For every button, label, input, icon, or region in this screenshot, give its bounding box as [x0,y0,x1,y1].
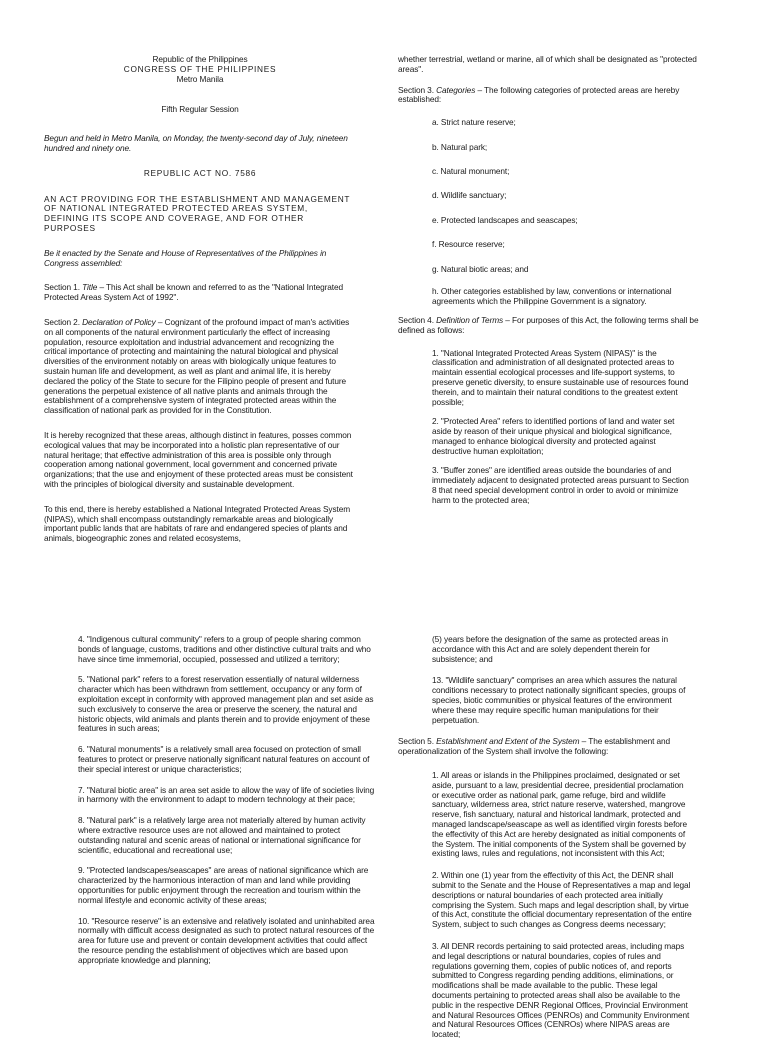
definition-item: 5. "National park" refers to a forest reservation essentially of natural wilderness character which has been withdrawn from settlement, occupancy or any form of exploitation except in conformity with approved management plan and set aside as such exclusively to conserve the area or preserve the scenery, the natural and historic objects, wild animals and plants therein and to provide enjoyment of these features in such areas; [78,674,374,734]
to-this-end-paragraph: To this end, there is hereby established a National Integrated Protected Areas System (NIPAS), which shall encompass outstandingly remarkable areas and biologically important public lands that are habitats of rare and endangered species of plants and animals, biogeographic zones and related ecosystems, [44,503,351,544]
act-number: REPUBLIC ACT NO. 7586 [143,167,257,178]
definition-item: 4. "Indigenous cultural community" refers to a group of people sharing common bonds of language, customs, traditions and other distinctive cultural traits and who have since time immemorial, occupied, possessed and utilized a territory; [78,634,371,664]
definition-item: 2. "Protected Area" refers to identified portions of land and water set aside by reason of their unique physical and biological significance, managed to enhance biological diversity and protected against destructive human exploitation; [432,416,675,456]
section-2-heading: Declaration of Policy [82,316,156,327]
section-4-label: Section 4. [398,314,434,325]
section-1-heading: Title [82,282,98,293]
enacting-text: Be it enacted by the Senate and House of Representatives of the Philippines in Congress assembled: [44,247,327,268]
section-5-heading: Establishment and Extent of the System [436,736,580,747]
category-item: d. Wildlife sanctuary; [432,190,507,201]
section-2-label: Section 2. [44,316,80,327]
section-5-label: Section 5. [398,736,434,747]
system-item: 2. Within one (1) year from the effectivity of this Act, the DENR shall submit to the Senate and the House of Representatives a map and legal descriptions or natural boundaries of each protected area initially comprising the System. Such maps and legal description shall, by virtue of this Act, constitute the official documentary representation of the entire System, subject to such changes as Congress deems necessary; [432,870,692,930]
recognized-paragraph: It is hereby recognized that these areas, although distinct in features, posses common ecological values that may be incorporated into a holistic plan representative of our natural heritage; that effective administration of this area is possible only through cooperation among national government, local government and concerned private organizations; that the use and enjoyment of these protected areas must be consistent with the principles of biological diversity and sustainable development. [44,429,353,489]
section-2-text: – Cognizant of the profound impact of man's activities on all components of the natural environment particularly the effect of increasing population, resource exploitation and industrial advancement and recognizing the critical importance of protecting and maintaining the natural biological and physical diversities of the environment notably on areas with biologically unique features to sustain human life and development, as well as plant and animal life, it is hereby declared the policy of the State to secure for the Filipino people of present and future generations the perpetual existence of all native plants and animals through the establishment of a comprehensive system of integrated protected areas within the classification of national park as provided for in the Constitution. [44,316,350,416]
section-5-text: – The establishment and operationalization of the System shall involve the following: [398,736,671,757]
section-5 [398,737,710,757]
section-3-label: Section 3. [398,84,434,95]
category-item: h. Other categories established by law, conventions or international agreements which the Philippine Government is a signatory. [432,286,672,307]
continuation-paragraph: (5) years before the designation of the same as protected areas in accordance with this Act and are solely dependent therein for subsistence; and [432,634,668,664]
enacting-clause [44,249,356,269]
section-3-text: – The following categories of protected areas are hereby established: [398,84,680,105]
section-3 [398,86,710,106]
category-item: e. Protected landscapes and seascapes; [432,214,578,225]
section-3-heading: Categories [436,84,476,95]
section-1-text: – This Act shall be known and referred to as the "National Integrated Protected Areas System Act of 1992". [44,282,344,303]
category-item: f. Resource reserve; [432,239,505,250]
definition-item: 3. "Buffer zones" are identified areas outside the boundaries of and immediately adjacent to designated protected areas pursuant to Section 8 that need special development control in order to avoid or minimize harm to the protected area; [432,465,689,505]
begun-text: Begun and held in Metro Manila, on Monday, the twenty-second day of July, nineteen hundred and ninety one. [44,133,348,153]
section-1-label: Section 1. [44,282,80,293]
category-item: b. Natural park; [432,141,488,152]
section-4 [398,316,710,336]
page2-right-column [398,635,710,1051]
definition-item: 8. "Natural park" is a relatively large area not materially altered by human activity where extractive resource uses are not allowed and maintained to protect outstanding natural and scenic areas of national or international significance for scientific, educational and recreational use; [78,815,366,855]
section-4-heading: Definition of Terms [436,314,504,325]
system-item: 1. All areas or islands in the Philippines proclaimed, designated or set aside, pursuant to a law, presidential decree, presidential proclamation or executive order as national park, game refuge, bird and wildlife sanctuary, wilderness area, strict nature reserve, watershed, mangrove reserve, fish sanctuary, natural and historical landmark, protected and managed landscape/seascape as well as identified virgin forests before the effectivity of this Act are hereby designated as initial components of the System. The initial components of the System shall be governed by existing laws, rules and regulations, not inconsistent with this Act; [432,769,687,859]
continuation-paragraph: whether terrestrial, wetland or marine, all of which shall be designated as "protected areas". [398,54,697,74]
header-congress: CONGRESS OF THE PHILIPPINES [123,63,277,74]
begun-paragraph [44,134,356,154]
definition-item: 6. "Natural monuments" is a relatively small area focused on protection of small features to protect or preserve nationally significant natural features on account of their special interest or unique characteristics; [78,744,370,774]
category-item: a. Strict nature reserve; [432,117,516,128]
session-title: Fifth Regular Session [161,104,239,115]
system-item: 3. All DENR records pertaining to said protected areas, including maps and legal descriptions or natural boundaries, copies of rules and regulations governing them, copies of public notices of, and reports submitted to Congress regarding pending additions, eliminations, or modifications shall be made available to the public. These legal documents pertaining to protected areas shall also be available to the public in the respective DENR Regional Offices, Provincial Environment and Natural Resources Offices (PENROs) and Community Environment and Natural Resources Offices (CENROs) where NIPAS areas are located; [432,940,690,1040]
definition-item: 7. "Natural biotic area" is an area set aside to allow the way of life of societies living in harmony with the environment to adapt to modern technology at their pace; [78,784,375,805]
section-4-text: – For purposes of this Act, the following terms shall be defined as follows: [398,314,699,335]
definition-item: 9. "Protected landscapes/seascapes" are areas of national significance which are characterized by the harmonious interaction of man and land while providing opportunities for public enjoyment through the recreation and tourism within the normal lifestyle and economic activity of these areas; [78,865,369,905]
header-republic: Republic of the Philippines [152,54,248,64]
page2-left-column [78,635,378,977]
header-location: Metro Manila [176,73,224,84]
definition-item: 13. "Wildlife sanctuary" comprises an area which assures the natural conditions necessary to protect nationally significant species, groups of species, biotic communities or physical features of the environment where these may require specific human manipulations for their perpetuation. [432,675,686,725]
page1-right-column [398,55,710,517]
act-title: AN ACT PROVIDING FOR THE ESTABLISHMENT AND MANAGEMENT OF NATIONAL INTEGRATED PROTECTED AREAS SYSTEM, DEFINING ITS SCOPE AND COVERAGE, AND FOR OTHER PURPOSES [44,193,351,233]
section-2 [44,318,356,416]
definition-item: 1. "National Integrated Protected Areas System (NIPAS)" is the classification and administration of all designated protected areas to maintain essential ecological processes and life-support systems, to preserve genetic diversity, to ensure sustainable use of resources found therein, and to maintain their natural conditions to the greatest extent possible; [432,347,689,407]
definition-item: 10. "Resource reserve" is an extensive and relatively isolated and uninhabited area normally with difficult access designated as such to protect natural resources of the area for future use and prevent or contain development activities that could affect the resource pending the establishment of objectives which are based upon appropriate knowledge and planning; [78,915,375,965]
category-item: c. Natural monument; [432,165,510,176]
category-item: g. Natural biotic areas; and [432,263,529,274]
section-1 [44,283,356,303]
page1-left-column [44,55,356,555]
